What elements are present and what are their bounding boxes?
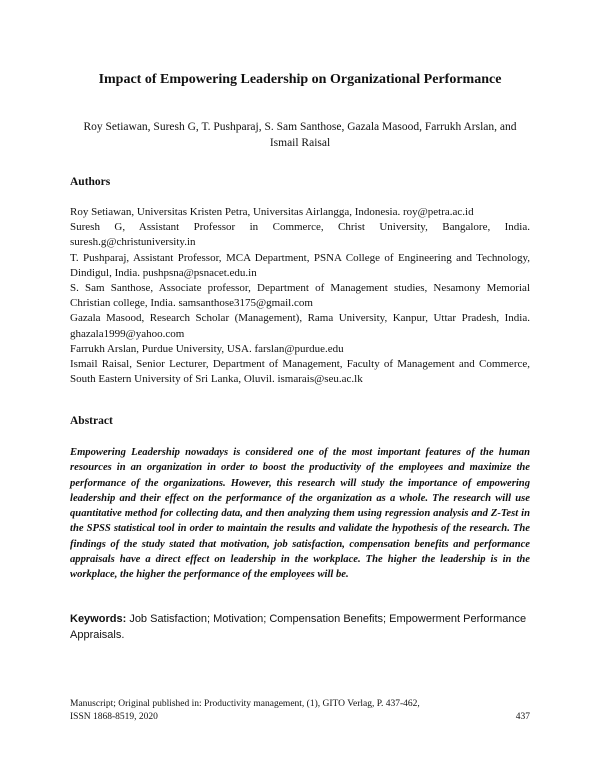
page-footer — [70, 698, 530, 724]
page-number: 437 — [515, 712, 530, 722]
affiliation-item: Roy Setiawan, Universitas Kristen Petra, Universitas Airlangga, Indonesia. roy@petra.ac.id — [70, 206, 474, 218]
affiliation-item: T. Pushparaj, Assistant Professor, MCA Department, PSNA College of Engineering and Technology, Dindigul, India. pushpsna@psnacet.edu.in — [70, 251, 530, 279]
affiliation-item: Suresh G, Assistant Professor in Commerce, Christ University, Bangalore, India. suresh.g@christuniversity.in — [70, 221, 530, 249]
author-list-line-1: Roy Setiawan, Suresh G, T. Pushparaj, S. Sam Santhose, Gazala Masood, Farrukh Arslan, and — [83, 121, 517, 133]
affiliations-block — [70, 205, 530, 387]
author-list-line-2: Ismail Raisal — [269, 137, 331, 149]
affiliation-item: Gazala Masood, Research Scholar (Management), Rama University, Kanpur, Uttar Pradesh, India. ghazala1999@yahoo.com — [70, 312, 530, 340]
keywords-label: Keywords: — [70, 613, 127, 625]
abstract-text: Empowering Leadership nowadays is considered one of the most important features of the human resources in an organization in order to boost the productivity of the employees and maximize the performance of the organizations. However, this research will study the importance of empowering leadership and their effect on the performance of the organization as a whole. The research will use quantitative method for collecting data, and then analyzing them using regression analysis and Z-Test in the SPSS statistical tool in order to maintain the results and validate the hypothesis of the research. The findings of the study stated that motivation, job satisfaction, compensation benefits and performance appraisals have a direct effect on leadership in the workplace. The higher the leadership is in the workplace, the higher the performance of the employees will be. — [70, 447, 530, 581]
affiliation-item: Farrukh Arslan, Purdue University, USA. farslan@purdue.edu — [70, 342, 344, 355]
paper-title: Impact of Empowering Leadership on Organizational Performance — [98, 72, 502, 87]
keywords-line — [70, 611, 530, 643]
affiliation-item: S. Sam Santhose, Associate professor, Department of Management studies, Nesamony Memorial Christian college, India. samsanthose3175@gmail.com — [70, 282, 530, 310]
footer-line-2: ISSN 1868-8519, 2020 — [70, 712, 158, 722]
authors-heading: Authors — [70, 176, 111, 188]
keywords-text: Job Satisfaction; Motivation; Compensation Benefits; Empowerment Performance Appraisals. — [70, 613, 527, 641]
abstract-heading: Abstract — [70, 415, 113, 427]
affiliation-item: Ismail Raisal, Senior Lecturer, Department of Management, Faculty of Management and Commerce, South Eastern University of Sri Lanka, Oluvil. ismarais@seu.ac.lk — [70, 358, 530, 386]
footer-line-1: Manuscript; Original published in: Productivity management, (1), GITO Verlag, P. 437-462, — [70, 699, 420, 709]
